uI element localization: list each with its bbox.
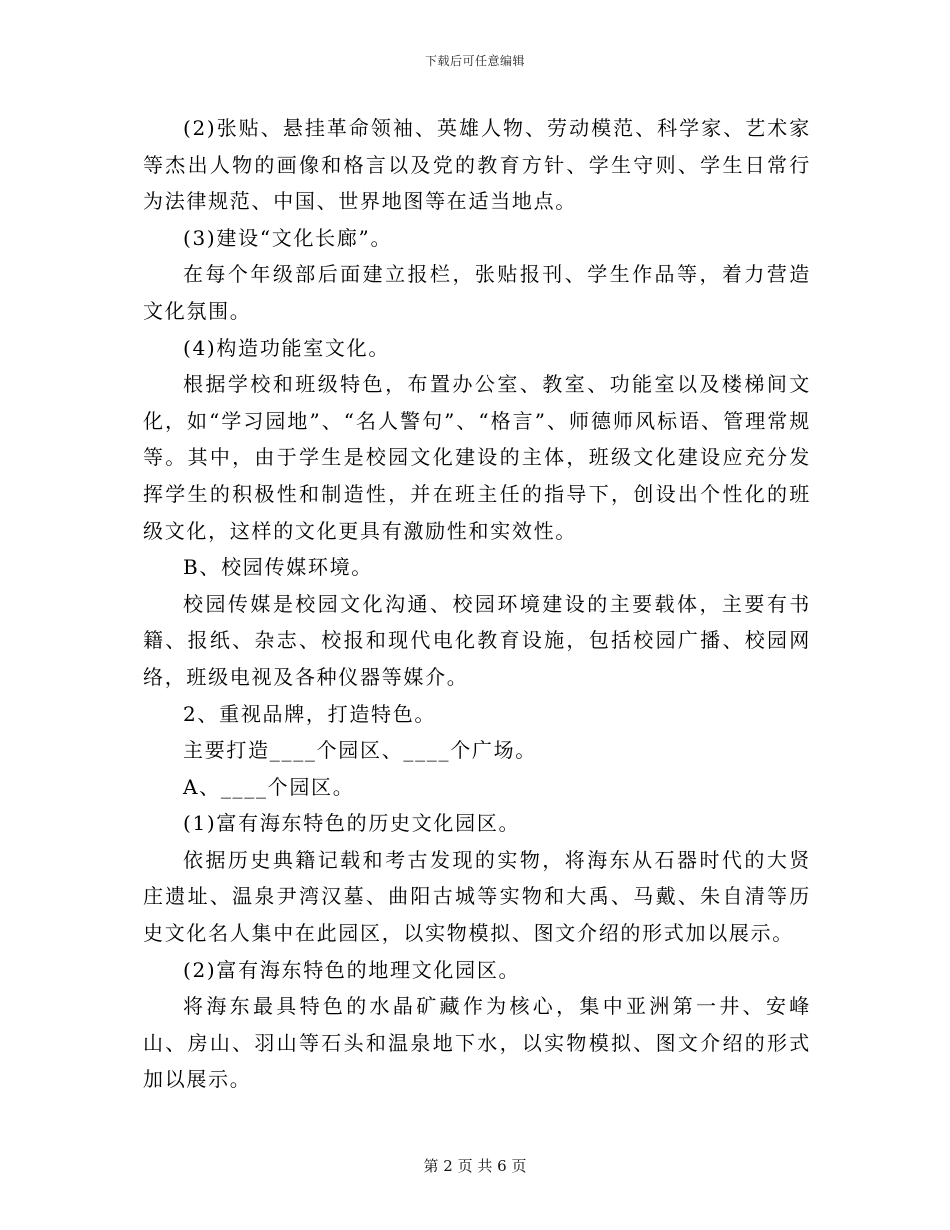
paragraph-bulletin-boards: 在每个年级部后面建立报栏，张贴报刊、学生作品等，着力营造文化氛围。 <box>143 262 811 323</box>
paragraph-history-park: 依据历史典籍记载和考古发现的实物，将海东从石器时代的大贤庄遗址、温泉尹湾汉墓、曲阳古城等实物和大禹、马戴、朱自清等历史文化名人集中在此园区，以实物模拟、图文介绍的形式加以展示。 <box>143 847 811 946</box>
paragraph-culture-corridor-heading: (3)建设“文化长廊”。 <box>183 225 393 250</box>
paragraph-geography-park-heading: (2)富有海东特色的地理文化园区。 <box>183 957 521 982</box>
page-header-note: 下载后可任意编辑 <box>424 54 525 68</box>
paragraph-media-heading: B、校园传媒环境。 <box>183 555 373 580</box>
paragraph-campus-media: 校园传媒是校园文化沟通、校园环境建设的主要载体，主要有书籍、报纸、杂志、校报和现代电化教育设施，包括校园广播、校园网络，班级电视及各种仪器等媒介。 <box>143 591 811 689</box>
paragraph-function-room-heading: (4)构造功能室文化。 <box>183 335 391 360</box>
paragraph-brand-heading: 2、重视品牌，打造特色。 <box>183 701 437 726</box>
paragraph-history-park-heading: (1)富有海东特色的历史文化园区。 <box>183 811 521 836</box>
paragraph-parks-heading: A、____个园区。 <box>183 774 355 799</box>
paragraph-posters: (2)张贴、悬挂革命领袖、英雄人物、劳动模范、科学家、艺术家等杰出人物的画像和格言以及党的教育方针、学生守则、学生日常行为法律规范、中国、世界地图等在适当地点。 <box>143 116 811 214</box>
paragraph-geography-park: 将海东最具特色的水晶矿藏作为核心，集中亚洲第一井、安峰山、房山、羽山等石头和温泉地下水，以实物模拟、图文介绍的形式加以展示。 <box>143 994 811 1092</box>
paragraph-class-culture: 根据学校和班级特色，布置办公室、教室、功能室以及楼梯间文化，如“学习园地”、“名人警句”、“格言”、师德师风标语、管理常规等。其中，由于学生是校园文化建设的主体，班级文化建设应充分发挥学生的积极性和制造性，并在班主任的指导下，创设出个性化的班级文化，这样的文化更具有激励性和实效性。 <box>143 372 811 543</box>
paragraph-parks-squares: 主要打造____个园区、____个广场。 <box>183 738 537 763</box>
page-number: 第 2 页 共 6 页 <box>423 1157 527 1175</box>
document-body <box>143 110 811 1098</box>
